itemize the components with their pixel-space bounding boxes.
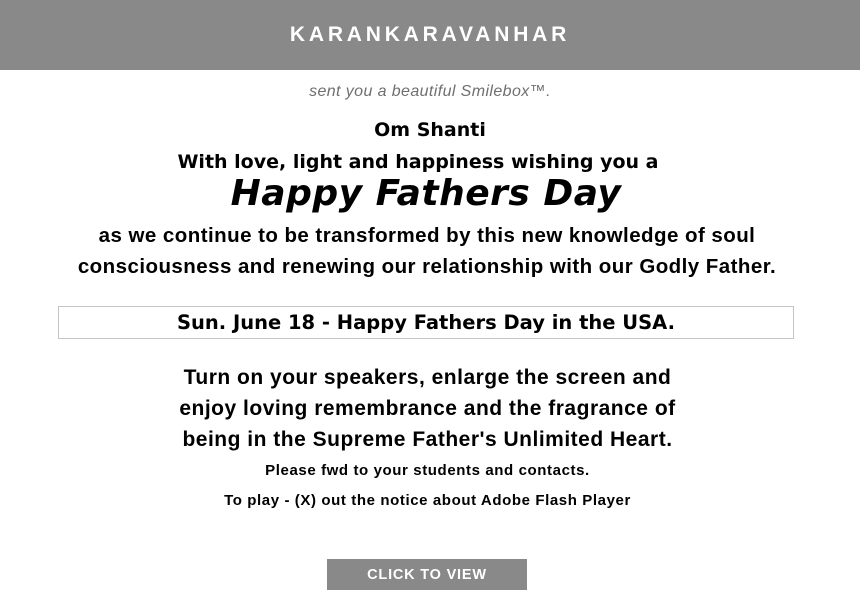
header-bar [0, 0, 860, 70]
sent-line: sent you a beautiful Smilebox™. [309, 83, 551, 100]
play-note: To play - (X) out the notice about Adobe Flash Player [224, 492, 631, 509]
click-to-view-button[interactable]: CLICK TO VIEW [327, 559, 527, 590]
body-line-1: as we continue to be transformed by this new knowledge of soul [98, 224, 756, 247]
greeting: Om Shanti [374, 119, 486, 141]
wish-line: With love, light and happiness wishing you a [177, 151, 659, 173]
forward-note: Please fwd to your students and contacts. [265, 462, 590, 479]
date-box [58, 306, 794, 339]
instruction-line-3: being in the Supreme Father's Unlimited Heart. [182, 428, 673, 451]
body-line-2: consciousness and renewing our relationship with our Godly Father. [77, 255, 777, 278]
instruction-line-1: Turn on your speakers, enlarge the screen and [183, 366, 672, 389]
headline: Happy Fathers Day [230, 173, 622, 214]
date-text: Sun. June 18 - Happy Fathers Day in the USA. [176, 311, 676, 334]
instruction-line-2: enjoy loving remembrance and the fragrance of [179, 397, 676, 420]
sender-name: KARANKARAVANHAR [289, 23, 571, 46]
